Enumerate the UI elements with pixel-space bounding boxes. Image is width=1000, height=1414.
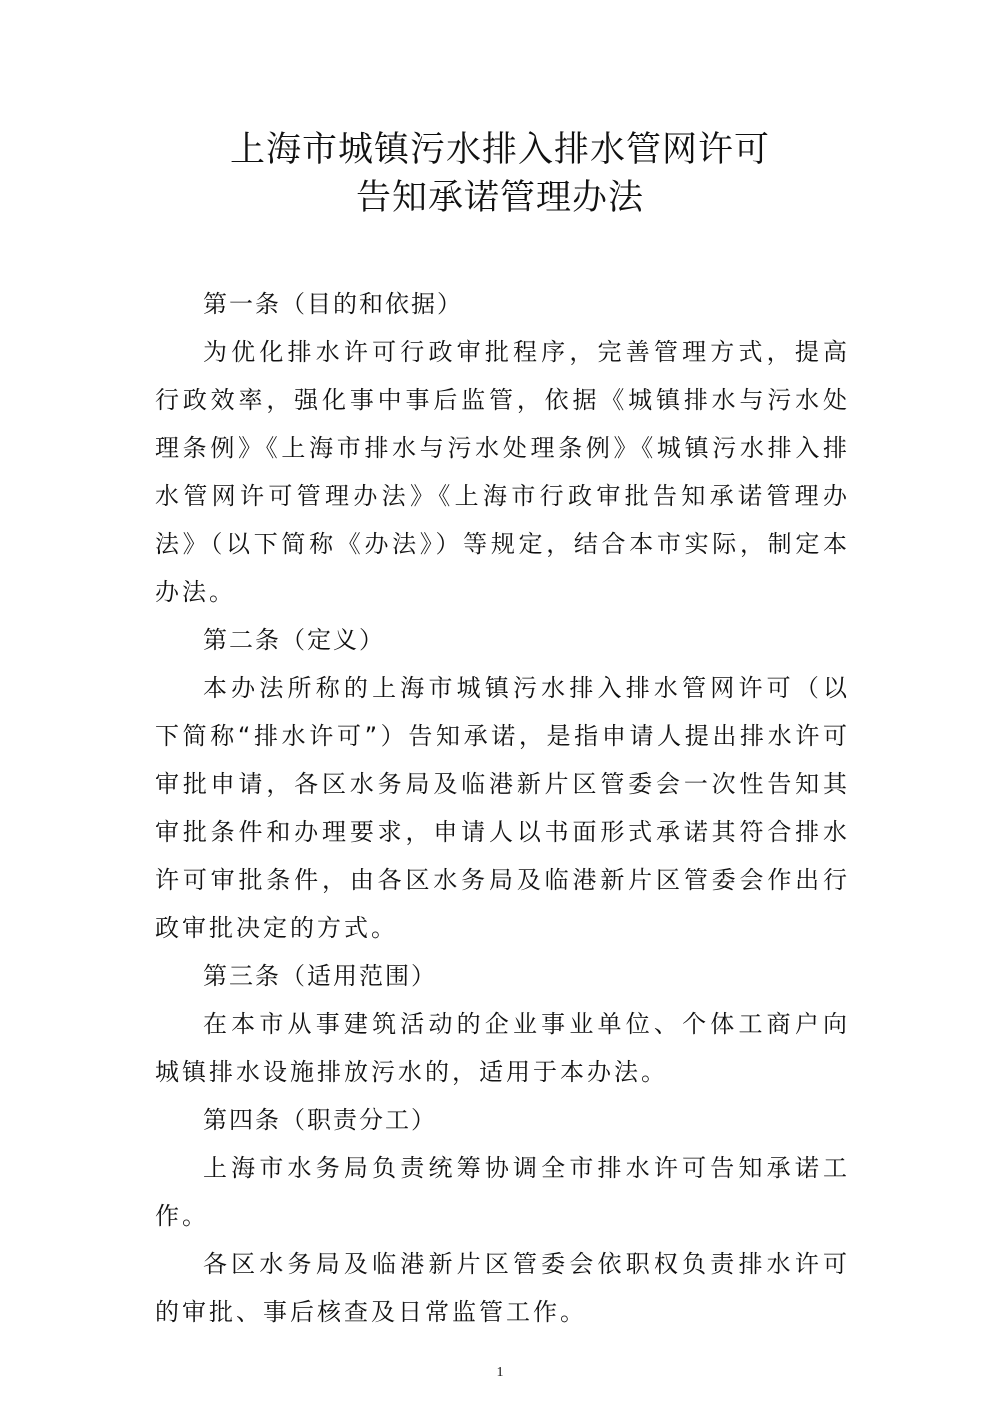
article-1-heading: 第一条（目的和依据） xyxy=(203,290,463,318)
article-4-heading: 第四条（职责分工） xyxy=(203,1106,437,1134)
document-body xyxy=(155,280,850,1336)
article-3-heading: 第三条（适用范围） xyxy=(203,962,437,990)
article-4-paragraph-2: 各区水务局及临港新片区管委会依职权负责排水许可的审批、事后核查及日常监管工作。 xyxy=(155,1250,850,1326)
document-title-line-1: 上海市城镇污水排入排水管网许可 xyxy=(229,130,770,170)
article-2-heading: 第二条（定义） xyxy=(203,626,385,654)
article-3-paragraph: 在本市从事建筑活动的企业事业单位、个体工商户向城镇排水设施排放污水的，适用于本办法。 xyxy=(155,1010,850,1086)
article-2-paragraph: 本办法所称的上海市城镇污水排入排水管网许可（以下简称“排水许可”）告知承诺，是指申请人提出排水许可审批申请，各区水务局及临港新片区管委会一次性告知其审批条件和办理要求，申请人以书面形式承诺其符合排水许可审批条件，由各区水务局及临港新片区管委会作出行政审批决定的方式。 xyxy=(155,674,850,942)
document-title-line-2: 告知承诺管理办法 xyxy=(355,178,644,218)
article-1-paragraph: 为优化排水许可行政审批程序，完善管理方式，提高行政效率，强化事中事后监管，依据《城镇排水与污水处理条例》《上海市排水与污水处理条例》《城镇污水排入排水管网许可管理办法》《上海市行政审批告知承诺管理办法》（以下简称《办法》）等规定，结合本市实际，制定本办法。 xyxy=(155,338,850,606)
page-number: 1 xyxy=(496,1365,504,1380)
article-4-paragraph-1: 上海市水务局负责统筹协调全市排水许可告知承诺工作。 xyxy=(155,1154,850,1230)
